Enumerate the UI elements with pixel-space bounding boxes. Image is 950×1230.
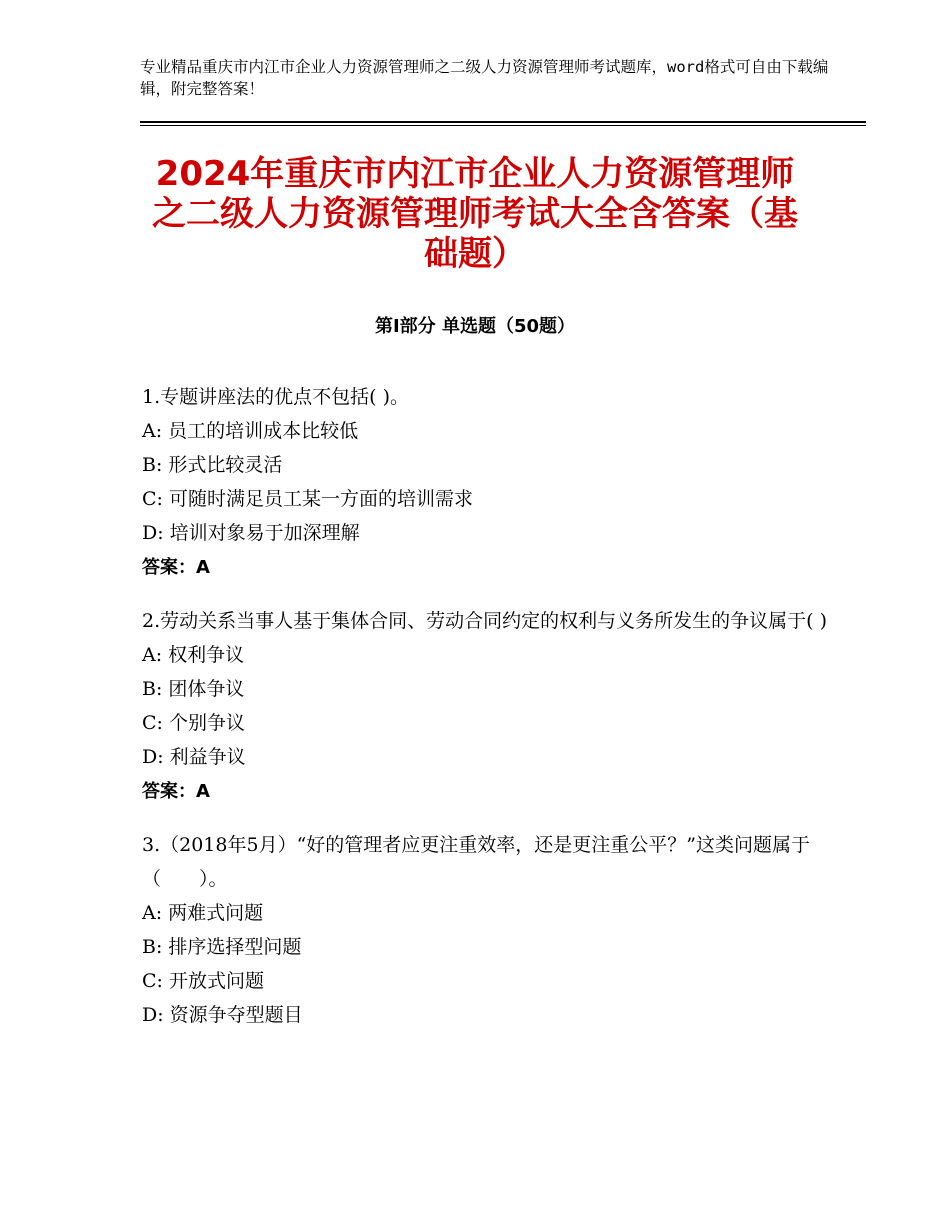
answer-label: 答案：A [142,557,210,578]
answer-label: 答案：A [142,781,210,802]
option-d: D: 资源争夺型题目 [142,1004,303,1026]
question-stem: 1.专题讲座法的优点不包括( )。 [142,386,409,408]
option-d: D: 培训对象易于加深理解 [142,522,360,544]
option-d: D: 利益争议 [142,746,246,768]
header-rule-thick [140,121,866,123]
option-c: C: 个别争议 [142,712,245,734]
option-b: B: 排序选择型问题 [142,936,302,958]
option-a: A: 两难式问题 [142,902,264,924]
question-stem: 2.劳动关系当事人基于集体合同、劳动合同约定的权利与义务所发生的争议属于( ) [142,610,827,632]
option-b: B: 形式比较灵活 [142,454,283,476]
question-3 [142,828,832,1032]
header-note: 专业精品重庆市内江市企业人力资源管理师之二级人力资源管理师考试题库，word格式可自由下载编辑，附完整答案！ [140,58,829,98]
question-stem: 3.（2018年5月）“好的管理者应更注重效率，还是更注重公平？”这类问题属于（ ）。 [142,834,810,890]
question-2 [142,604,832,810]
question-list [142,380,832,1050]
option-c: C: 开放式问题 [142,970,264,992]
option-a: A: 权利争议 [142,644,245,666]
option-c: C: 可随时满足员工某一方面的培训需求 [142,488,473,510]
header-rule-thin [140,125,866,126]
section-heading: 第Ⅰ部分 单选题（50题） [374,316,575,337]
option-a: A: 员工的培训成本比较低 [142,420,359,442]
option-b: B: 团体争议 [142,678,245,700]
document-title: 2024年重庆市内江市企业人力资源管理师之二级人力资源管理师考试大全含答案（基础题） [152,154,798,274]
question-1 [142,380,832,586]
